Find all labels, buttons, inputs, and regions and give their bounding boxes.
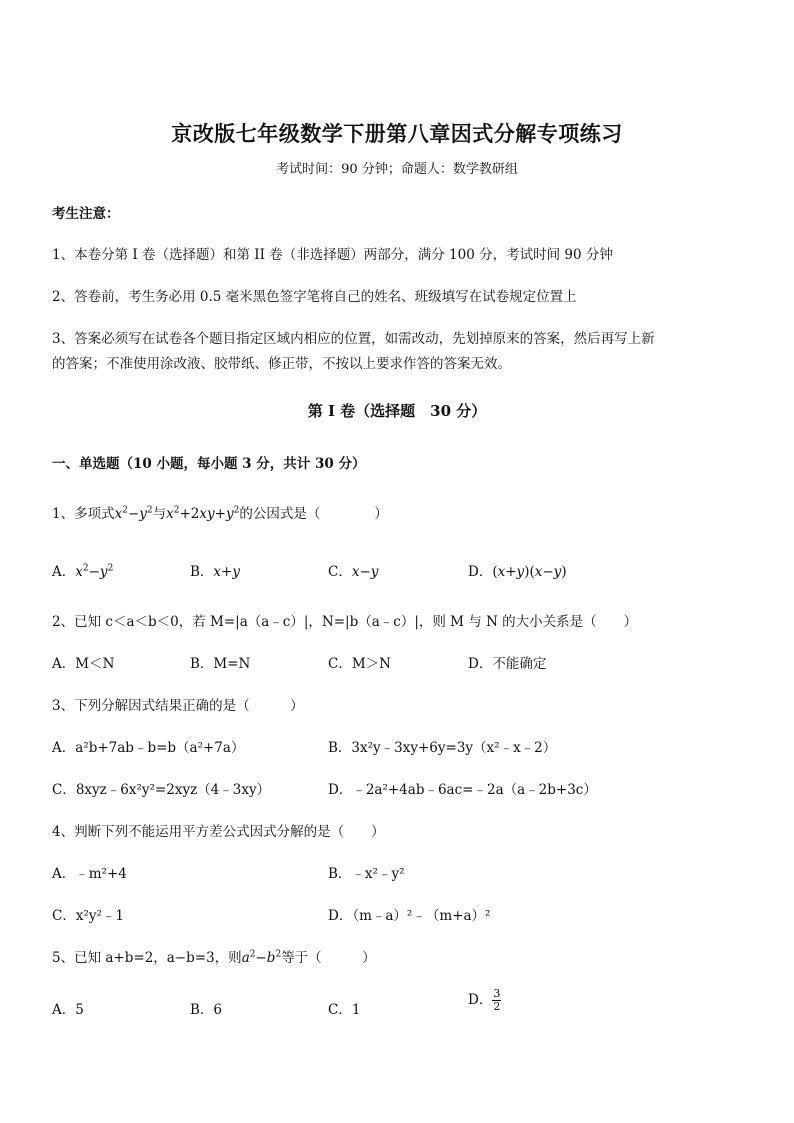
page-title: 京改版七年级数学下册第八章因式分解专项练习 bbox=[171, 121, 623, 146]
notice-item-1: 1、本卷分第 I 卷（选择题）和第 II 卷（非选择题）两部分，满分 100 分，考试时间 90 分钟 bbox=[52, 247, 613, 263]
q2-option-b[interactable]: B．M=N bbox=[190, 656, 251, 672]
section-title: 第 I 卷（选择题 30 分） bbox=[307, 402, 487, 420]
q4-option-c[interactable]: C．x²y²﹣1 bbox=[52, 908, 124, 924]
notice-item-3-cont: 的答案；不准使用涂改液、胶带纸、修正带，不按以上要求作答的答案无效。 bbox=[52, 356, 511, 372]
q5-option-c[interactable]: C．1 bbox=[328, 1002, 361, 1018]
notice-item-3: 3、答案必须写在试卷各个题目指定区域内相应的位置，如需改动，先划掉原来的答案，然后再写上新 bbox=[52, 331, 655, 347]
q3-option-d[interactable]: D．﹣2a²+4ab﹣6ac=﹣2a（a﹣2b+3c） bbox=[328, 782, 597, 798]
q1-stem-b: 与 bbox=[152, 506, 167, 522]
q3-option-a[interactable]: A．a²b+7ab﹣b=b（a²+7a） bbox=[52, 740, 245, 756]
question-5-stem: 5、已知 a+b=2，a−b=3，则$a^2-b^2$等于（ ） bbox=[52, 949, 376, 966]
q4-option-d[interactable]: D．（m﹣a）²﹣（m+a）² bbox=[328, 908, 491, 924]
part-title: 一、单选题（10 小题，每小题 3 分，共计 30 分） bbox=[52, 456, 366, 472]
q2-option-c[interactable]: C．M＞N bbox=[328, 656, 391, 672]
q4-option-a[interactable]: A．﹣m²+4 bbox=[52, 866, 127, 882]
q5-stem-b: 等于（ ） bbox=[281, 950, 376, 966]
question-3-stem: 3、下列分解因式结果正确的是（ ） bbox=[52, 698, 304, 714]
question-2-stem: 2、已知 c＜a＜b＜0，若 M=|a（a﹣c）|，N=|b（a﹣c）|，则 M 与 N 的大小关系是（ ） bbox=[52, 614, 638, 630]
q5-stem-a: 5、已知 a+b=2，a−b=3，则 bbox=[52, 950, 242, 966]
q5-option-a[interactable]: A．5 bbox=[52, 1002, 84, 1018]
q5-option-b[interactable]: B．6 bbox=[190, 1002, 223, 1018]
q5-option-d[interactable]: D． $\frac{3}{2}$ bbox=[468, 987, 501, 1013]
q1-option-c[interactable]: C．x−y bbox=[328, 564, 379, 580]
notice-item-2: 2、答卷前，考生务必用 0.5 毫米黑色签字笔将自己的姓名、班级填写在试卷规定位置上 bbox=[52, 289, 577, 305]
q2-option-a[interactable]: A．M＜N bbox=[52, 656, 115, 672]
notice-heading: 考生注意： bbox=[52, 206, 120, 222]
question-4-stem: 4、判断下列不能运用平方差公式因式分解的是（ ） bbox=[52, 824, 385, 840]
q1-stem-a: 1、多项式 bbox=[52, 506, 115, 522]
q1-option-b[interactable]: B．x+y bbox=[190, 564, 240, 580]
q2-option-d[interactable]: D．不能确定 bbox=[468, 656, 547, 672]
page-subtitle: 考试时间：90 分钟；命题人：数学教研组 bbox=[276, 162, 518, 177]
q3-option-b[interactable]: B．3x²y﹣3xy+6y=3y（x²﹣x﹣2） bbox=[328, 740, 557, 756]
q1-stem-c: 的公因式是（ ） bbox=[239, 506, 388, 522]
q3-option-c[interactable]: C．8xyz﹣6x²y²=2xyz（4﹣3xy） bbox=[52, 782, 271, 798]
fraction: $\frac{3}{2}$ bbox=[493, 987, 501, 1013]
q1-option-a[interactable]: A．$x^2-y^2$ bbox=[52, 563, 114, 580]
q1-option-d[interactable]: D．(x+y)(x−y) bbox=[468, 564, 567, 580]
question-1-stem: 1、多项式$x^2-y^2$与$x^2+2xy+y^2$的公因式是（ ） bbox=[52, 505, 388, 522]
q4-option-b[interactable]: B．﹣x²﹣y² bbox=[328, 866, 405, 882]
